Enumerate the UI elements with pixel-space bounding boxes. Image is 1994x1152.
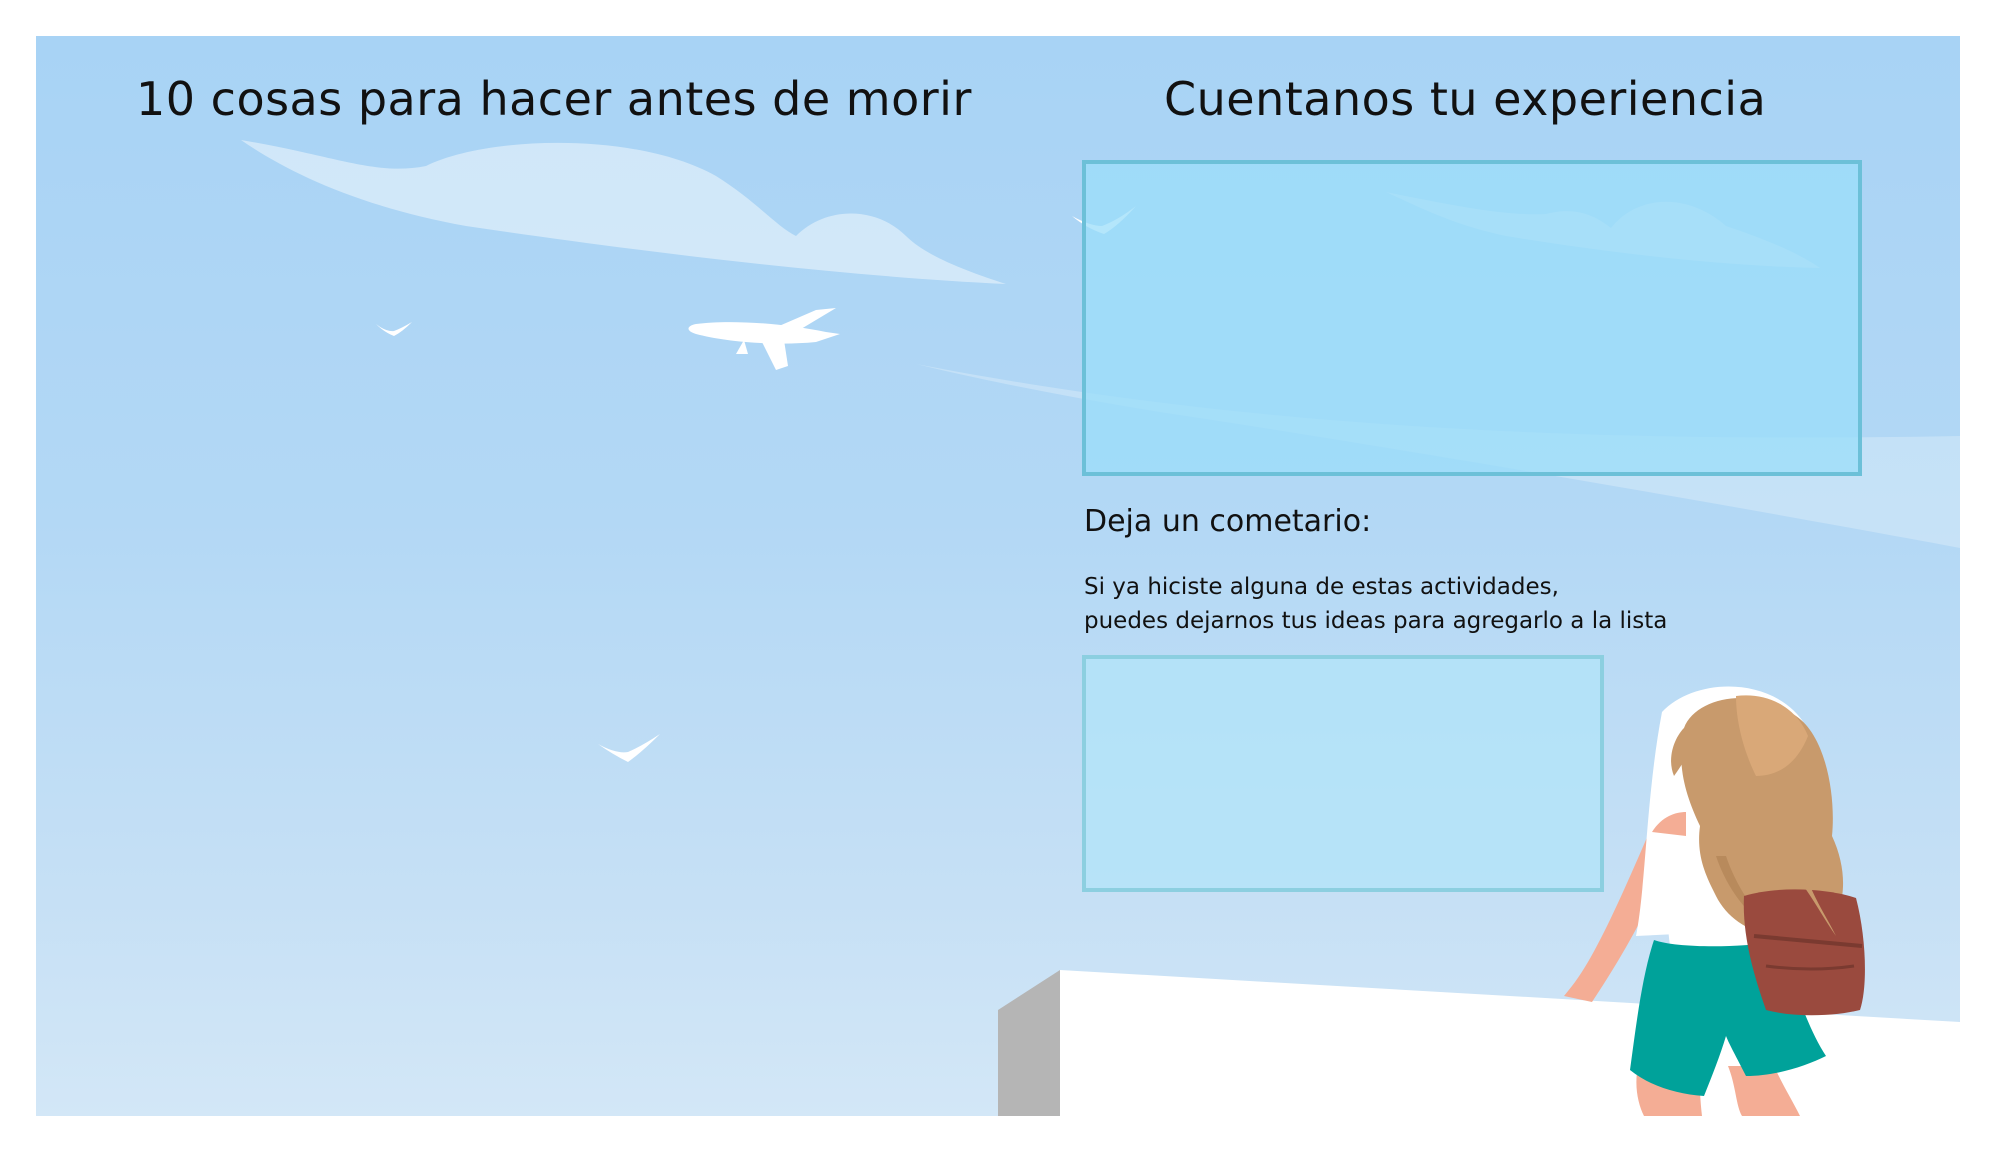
- experience-input-box[interactable]: [1082, 160, 1862, 476]
- sky-background: [36, 36, 1960, 1116]
- cloud-icon: [241, 140, 1006, 284]
- comment-textarea[interactable]: [1082, 655, 1604, 892]
- airplane-icon: [689, 308, 841, 370]
- page-title-right: Cuentanos tu experiencia: [1164, 72, 1767, 126]
- page-title-left: 10 cosas para hacer antes de morir: [136, 72, 972, 126]
- comment-heading: Deja un cometario:: [1084, 504, 1372, 539]
- comment-description-line-1: Si ya hiciste alguna de estas actividades,: [1084, 574, 1559, 600]
- comment-description: [1084, 570, 1844, 638]
- bird-icon: [376, 322, 412, 336]
- bird-icon: [598, 734, 660, 762]
- comment-description-line-2: puedes dejarnos tus ideas para agregarlo a la lista: [1084, 608, 1668, 634]
